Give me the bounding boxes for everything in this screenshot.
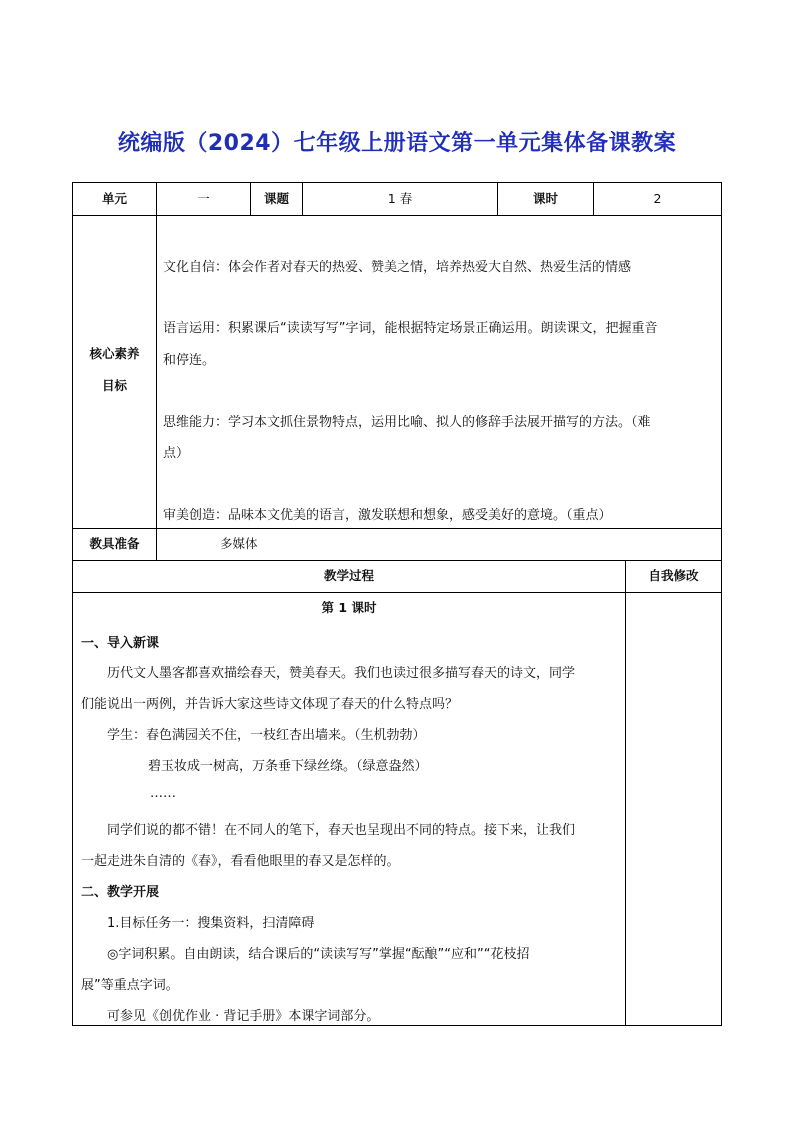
task-one: 1.目标任务一：搜集资料，扫清障碍 <box>107 916 315 931</box>
hours-value: 2 <box>653 191 662 206</box>
goals-label-2: 目标 <box>101 378 127 393</box>
goal-thinking: 思维能力：学习本文抓住景物特点，运用比喻、拟人的修辞手法展开描写的方法。（难 <box>163 415 651 430</box>
section-teaching-heading: 二、教学开展 <box>81 885 160 900</box>
tools-value: 多媒体 <box>220 536 258 551</box>
intro-paragraph-cont: 们能说出一两例，并告诉大家这些诗文体现了春天的什么特点吗？ <box>81 697 459 712</box>
vocab-paragraph: ◎字词积累。自由朗读，结合课后的“读读写写”掌握“酝酿”“应和”“花枝招 <box>107 947 530 962</box>
student-answer: 学生：春色满园关不住，一枝红杏出墙来。（生机勃勃） <box>107 728 426 743</box>
topic-label: 课题 <box>263 191 289 206</box>
vocab-paragraph-cont: 展”等重点字词。 <box>81 978 179 993</box>
transition-paragraph-cont: 一起走进朱自清的《春》，看看他眼里的春又是怎样的。 <box>81 854 400 869</box>
transition-paragraph: 同学们说的都不错！在不同人的笔下，春天也呈现出不同的特点。接下来，让我们 <box>107 823 576 838</box>
column-divider <box>156 215 157 560</box>
goal-culture: 文化自信：体会作者对春天的热爱、赞美之情，培养热爱大自然、热爱生活的情感 <box>163 260 632 275</box>
row-divider <box>73 560 721 561</box>
column-divider <box>625 560 626 1025</box>
goal-thinking-cont: 点） <box>163 446 190 461</box>
document-title: 统编版（2024）七年级上册语文第一单元集体备课教案 <box>117 131 677 156</box>
reference-note: 可参见《创优作业 · 背记手册》本课字词部分。 <box>107 1009 380 1024</box>
goal-aesthetic: 审美创造：品味本文优美的语言，激发联想和想象，感受美好的意境。（重点） <box>163 508 612 523</box>
section-intro-heading: 一、导入新课 <box>81 636 160 651</box>
hours-label: 课时 <box>532 191 558 206</box>
goal-language-cont: 和停连。 <box>163 353 216 368</box>
session-heading: 第 1 课时 <box>321 600 377 615</box>
goals-label: 核心素养 <box>89 346 140 361</box>
topic-value: 1 春 <box>387 191 413 206</box>
ellipsis: …… <box>150 786 176 801</box>
revision-header: 自我修改 <box>648 568 699 583</box>
process-header: 教学过程 <box>323 568 374 583</box>
tools-label: 教具准备 <box>89 536 140 551</box>
row-divider <box>73 528 721 529</box>
unit-value: 一 <box>197 191 210 206</box>
goal-language: 语言运用：积累课后“读读写写”字词，能根据特定场景正确运用。朗读课文，把握重音 <box>163 321 658 336</box>
row-divider <box>73 215 721 216</box>
lesson-plan-table <box>72 182 722 1026</box>
student-answer-2: 碧玉妆成一树高，万条垂下绿丝绦。（绿意盎然） <box>148 759 428 774</box>
intro-paragraph: 历代文人墨客都喜欢描绘春天，赞美春天。我们也读过很多描写春天的诗文，同学 <box>107 666 576 681</box>
row-divider <box>73 592 721 593</box>
unit-label: 单元 <box>101 191 127 206</box>
